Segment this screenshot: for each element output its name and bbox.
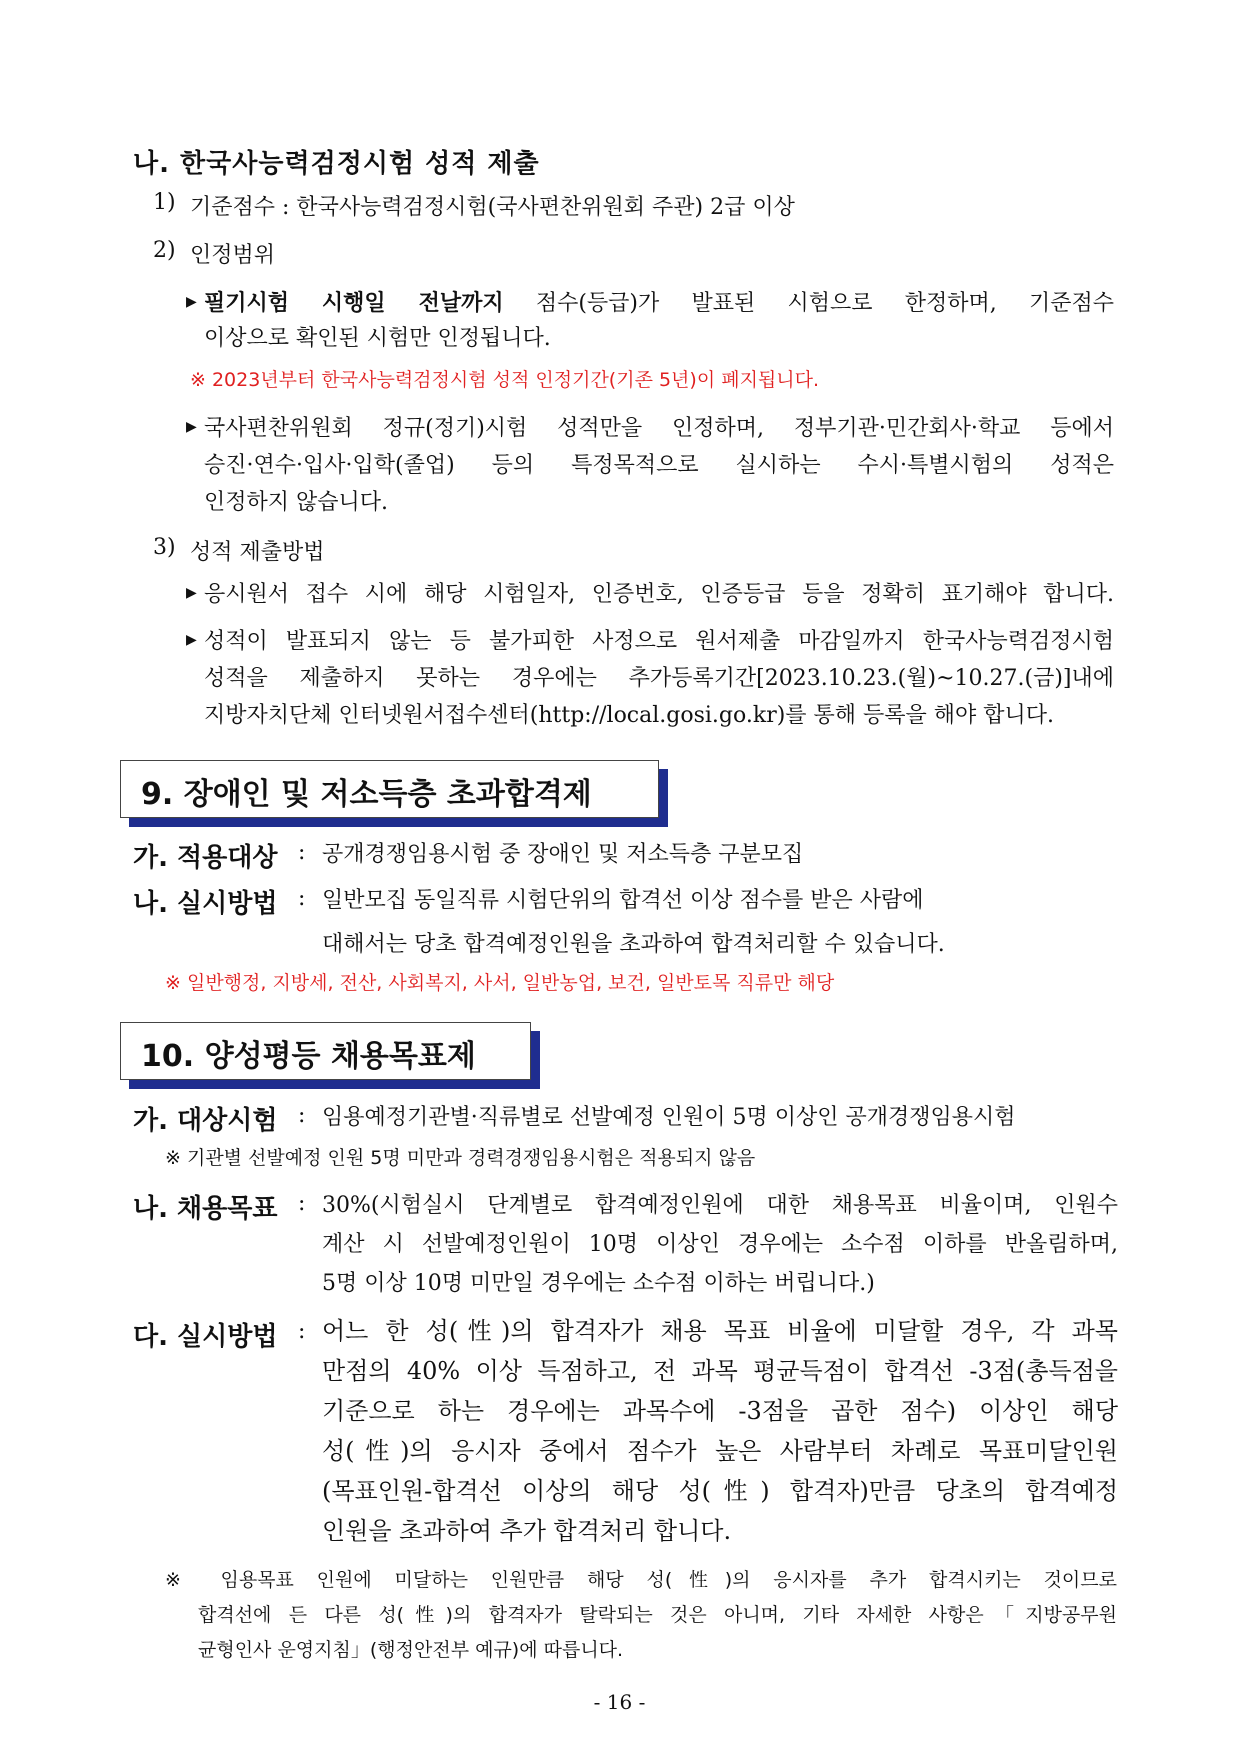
item-text: 어느 한 성(性)의 합격자가 채용 목표 비율에 미달할 경우, 각 과목: [322, 1317, 1118, 1345]
paragraph-line: 인정하지 않습니다.: [204, 490, 389, 515]
colon: :: [298, 840, 306, 865]
colon: :: [298, 1103, 306, 1128]
item-text: 계산 시 선발예정인원이 10명 이상인 경우에는 소수점 이하를 반올림하며,: [322, 1232, 1118, 1257]
paragraph-text: 점수(등급)가 발표된 시험으로 한정하며, 기준점수: [503, 291, 1114, 316]
red-notice: ※ 일반행정, 지방세, 전산, 사회복지, 사서, 일반농업, 보건, 일반토목 직류만 해당: [165, 972, 835, 994]
bullet-icon: ▶: [186, 419, 197, 435]
red-notice: ※ 2023년부터 한국사능력검정시험 성적 인정기간(기존 5년)이 폐지됩니다.: [190, 369, 820, 391]
colon: :: [298, 1319, 306, 1344]
section-title: 9. 장애인 및 저소득층 초과합격제: [141, 777, 592, 812]
paragraph-line: 응시원서 접수 시에 해당 시험일자, 인증번호, 인증등급 등을 정확히 표기해야 합니다.: [204, 582, 1114, 607]
section-header-box: [120, 760, 659, 818]
paragraph-line: 지방자치단체 인터넷원서접수센터(http://local.gosi.go.kr)를 통해 등록을 해야 합니다.: [204, 703, 1055, 728]
item-text: 기준점수 : 한국사능력검정시험(국사편찬위원회 주관) 2급 이상: [190, 195, 795, 220]
section-title: 10. 양성평등 채용목표제: [141, 1039, 476, 1074]
note: ※ 기관별 선발예정 인원 5명 미만과 경력경쟁임용시험은 적용되지 않음: [165, 1147, 756, 1169]
note: 균형인사 운영지침」(행정안전부 예규)에 따릅니다.: [198, 1639, 624, 1661]
item-text: 만점의 40% 이상 득점하고, 전 과목 평균득점이 합격선 -3점(총득점을: [322, 1357, 1118, 1385]
item-number: 1): [153, 190, 176, 215]
item-label: 다. 실시방법: [133, 1322, 278, 1352]
item-text: 공개경쟁임용시험 중 장애인 및 저소득층 구분모집: [322, 842, 804, 867]
page-number: - 16 -: [593, 1690, 646, 1714]
bullet-icon: ▶: [186, 294, 197, 310]
paragraph-line: 성적이 발표되지 않는 등 불가피한 사정으로 원서제출 마감일까지 한국사능력검정시험: [204, 629, 1114, 654]
item-label: 가. 대상시험: [133, 1106, 278, 1136]
colon: :: [298, 1191, 306, 1216]
item-text: 성적 제출방법: [190, 540, 325, 565]
paragraph-line: 국사편찬위원회 정규(정기)시험 성적만을 인정하며, 정부기관·민간회사·학교 등에서: [204, 416, 1114, 441]
paragraph-line: 성적을 제출하지 못하는 경우에는 추가등록기간[2023.10.23.(월)~10.27.(금)]내에: [204, 666, 1114, 691]
paragraph-line: [204, 285, 1114, 322]
item-number: 3): [153, 535, 176, 560]
item-text: 인원을 초과하여 추가 합격처리 합니다.: [322, 1517, 732, 1545]
item-label: 나. 채용목표: [133, 1194, 278, 1224]
item-label: 가. 적용대상: [133, 843, 278, 873]
item-text: 성(性)의 응시자 중에서 점수가 높은 사람부터 차례로 목표미달인원: [322, 1437, 1118, 1465]
note: ※ 임용목표 인원에 미달하는 인원만큼 해당 성(性)의 응시자를 추가 합격시키는 것이므로: [165, 1569, 1117, 1591]
item-text: 인정범위: [190, 243, 276, 268]
item-text: (목표인원-합격선 이상의 해당 성(性) 합격자)만큼 당초의 합격예정: [322, 1477, 1118, 1505]
paragraph-line: 승진·연수·입사·입학(졸업) 등의 특정목적으로 실시하는 수시·특별시험의 성적은: [204, 453, 1114, 478]
item-text: 5명 이상 10명 미만일 경우에는 소수점 이하는 버립니다.): [322, 1271, 875, 1296]
bullet-icon: ▶: [186, 632, 197, 648]
item-text: 임용예정기관별·직류별로 선발예정 인원이 5명 이상인 공개경쟁임용시험: [322, 1105, 1016, 1130]
emphasis-text: 필기시험 시행일 전날까지: [204, 291, 504, 316]
item-label: 나. 실시방법: [133, 889, 278, 919]
bullet-icon: ▶: [186, 585, 197, 601]
item-text: 대해서는 당초 합격예정인원을 초과하여 합격처리할 수 있습니다.: [322, 932, 945, 957]
item-text: 일반모집 동일직류 시험단위의 합격선 이상 점수를 받은 사람에: [322, 888, 924, 913]
section-header-box: [120, 1022, 531, 1080]
item-number: 2): [153, 238, 176, 263]
note: 합격선에 든 다른 성(性)의 합격자가 탈락되는 것은 아니며, 기타 자세한 사항은「지방공무원: [198, 1604, 1117, 1626]
item-text: 기준으로 하는 경우에는 과목수에 -3점을 곱한 점수) 이상인 해당: [322, 1397, 1118, 1425]
colon: :: [298, 886, 306, 911]
paragraph-line: 이상으로 확인된 시험만 인정됩니다.: [204, 326, 551, 351]
item-text: 30%(시험실시 단계별로 합격예정인원에 대한 채용목표 비율이며, 인원수: [322, 1193, 1118, 1218]
subsection-title: 나. 한국사능력검정시험 성적 제출: [133, 149, 540, 179]
